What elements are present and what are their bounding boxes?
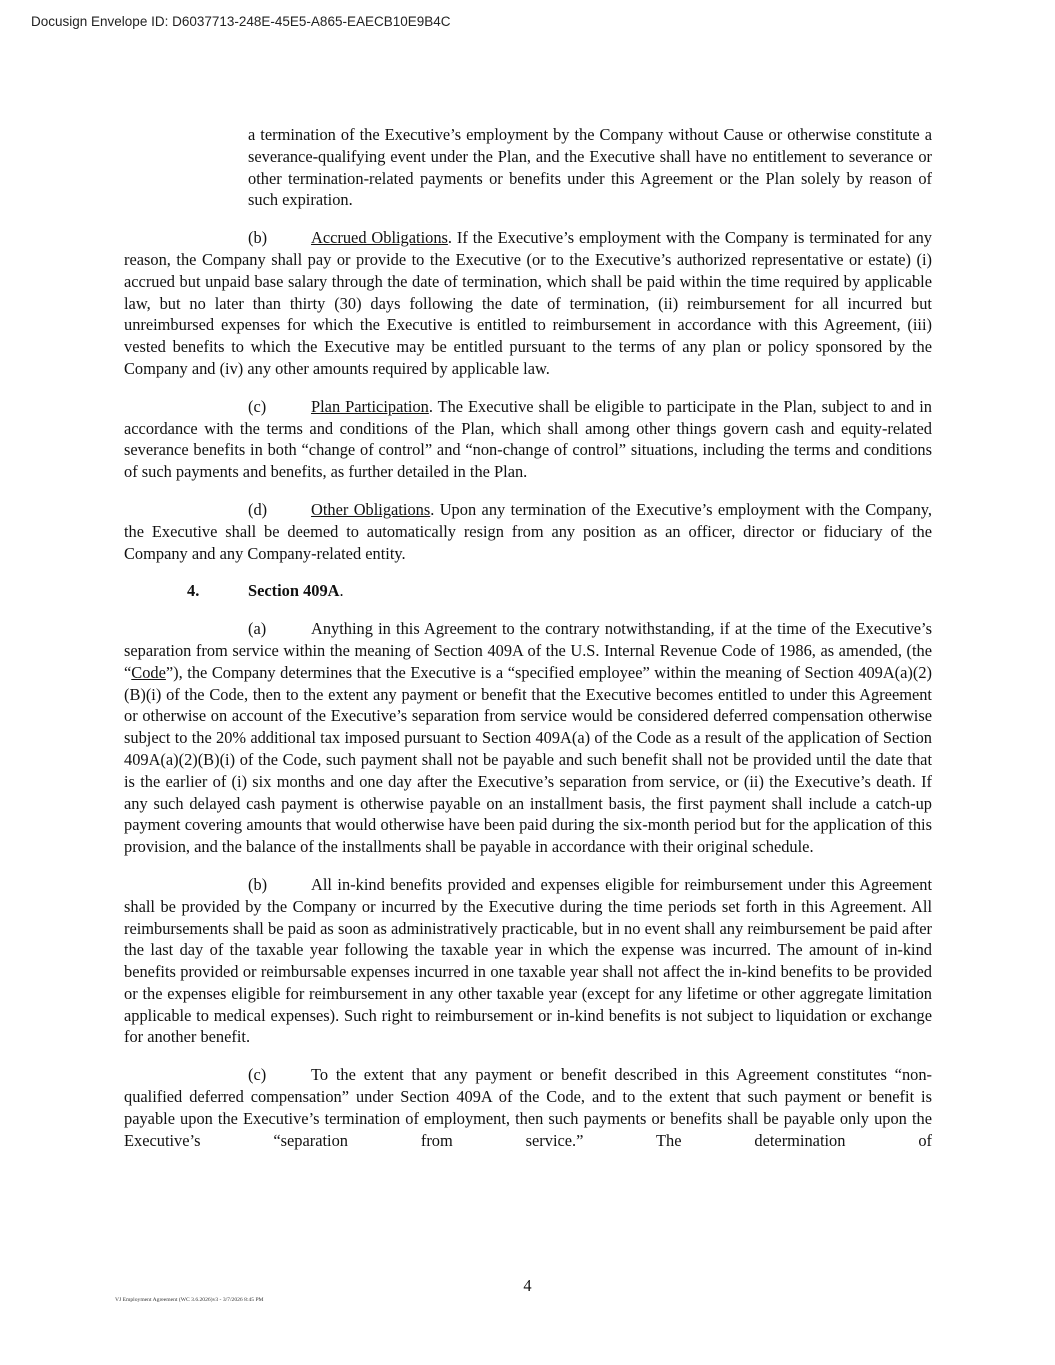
section-3c (124, 396, 932, 483)
section-title-suffix: . (339, 581, 344, 601)
clause-label: (a) (248, 619, 267, 639)
clause-text: . Upon any termination of the Executive’s employment with the Company, the Executive shall be deemed to automatically resign from any position as an officer, director or fiduciary of the Company and any Company-related entity. (124, 499, 933, 563)
section-4c (124, 1064, 932, 1151)
page-number: 4 (523, 1276, 532, 1295)
clause-label: (d) (248, 499, 268, 519)
defined-term: Code (131, 662, 166, 682)
docusign-envelope-id: Docusign Envelope ID: D6037713-248E-45E5-A865-EAECB10E9B4C (31, 14, 451, 29)
clause-text: . The Executive shall be eligible to participate in the Plan, subject to and in accordance with the terms and conditions of the Plan, which shall among other things govern cash and equity-related severance benefits in both “change of control” and “non-change of control” situations, including the terms and conditions of such payments and benefits, as further detailed in the Plan. (124, 396, 932, 482)
clause-label: (c) (248, 396, 267, 416)
clause-label: (c) (248, 1065, 267, 1085)
section-4-heading (187, 580, 932, 602)
section-3b (124, 227, 932, 380)
clause-heading: Accrued Obligations (311, 228, 448, 248)
clause-text: Anything in this Agreement to the contrary notwithstanding, if at the time of the Executive’s separation from service within the meaning of Section 409A of the U.S. Internal Revenue Code of 1986, as amended, (the “ (124, 619, 932, 682)
footer-doc-id: VJ Employment Agreement (WC 3.6.2026)v3 - 3/7/2026 8:45 PM (115, 1297, 264, 1303)
clause-heading: Plan Participation (311, 396, 429, 416)
clause-heading: Other Obligations (311, 499, 431, 519)
document-page (124, 124, 932, 1167)
clause-text: To the extent that any payment or benefit described in this Agreement constitutes “non-qualified deferred compensation” under Section 409A of the Code, and to the extent that such payment or benefit is payable upon the Executive’s termination of employment, then such payments or benefits shall be payable only upon the Executive’s “separation from service.” The determination of (124, 1065, 932, 1150)
clause-text: All in-kind benefits provided and expenses eligible for reimbursement under this Agreement shall be provided by the Company or incurred by the Executive during the time periods set forth in this Agreement. All reimbursements shall be paid as soon as administratively practicable, but in no event shall any reimbursement be paid after the last day of the taxable year following the taxable year in which the expense was incurred. The amount of in-kind benefits provided or reimbursable expenses incurred in one taxable year shall not affect the in-kind benefits to be provided or the expenses eligible for reimbursement in any other taxable year (except for any lifetime or other aggregate limitation applicable to medical expenses). Such right to reimbursement or in-kind benefits is not subject to liquidation or exchange for another benefit. (124, 874, 932, 1047)
section-4b (124, 874, 932, 1048)
clause-text: ”), the Company determines that the Executive is a “specified employee” within the meaning of Section 409A(a)(2)(B)(i) of the Code, then to the extent any payment or benefit that the Executive becomes entitled to under this Agreement or otherwise on account of the Executive’s separation from service would be considered deferred compensation otherwise subject to the 20% additional tax imposed pursuant to Section 409A(a) of the Code as a result of the application of Section 409A(a)(2)(B)(i) of the Code, such payment shall not be payable and such benefit shall not be provided until the date that is the earlier of (i) six months and one day after the Executive’s separation from service, or (ii) the Executive’s death. If any such delayed cash payment is otherwise payable on an installment basis, the first payment shall include a catch-up payment covering amounts that would otherwise have been paid during the six-month period but for the application of this provision, and the balance of the installments shall be payable in accordance with their original schedule. (124, 662, 932, 857)
section-3d (124, 499, 932, 564)
section-4a (124, 618, 932, 858)
clause-label: (b) (248, 874, 268, 894)
clause-label: (b) (248, 228, 268, 248)
section-title: Section 409A (248, 581, 340, 601)
clause-text: . If the Executive’s employment with the Company is terminated for any reason, the Company shall pay or provide to the Executive (or to the Executive’s authorized representative or estate) (i) accrued but unpaid base salary through the date of termination, which shall be paid within the time required by applicable law, but no later than thirty (30) days following the date of termination, (ii) reimbursement for all incurred but unreimbursed expenses for which the Executive is entitled to reimbursement in accordance with this Agreement, (iii) vested benefits to which the Executive may be entitled pursuant to the terms of any plan or policy sponsored by the Company and (iv) any other amounts required by applicable law. (124, 228, 932, 378)
continuation-paragraph: a termination of the Executive’s employment by the Company without Cause or otherwise constitute a severance-qualifying event under the Plan, and the Executive shall have no entitlement to severance or other termination-related payments or benefits under this Agreement or the Plan solely by reason of such expiration. (248, 125, 932, 210)
section-number: 4. (187, 581, 200, 601)
